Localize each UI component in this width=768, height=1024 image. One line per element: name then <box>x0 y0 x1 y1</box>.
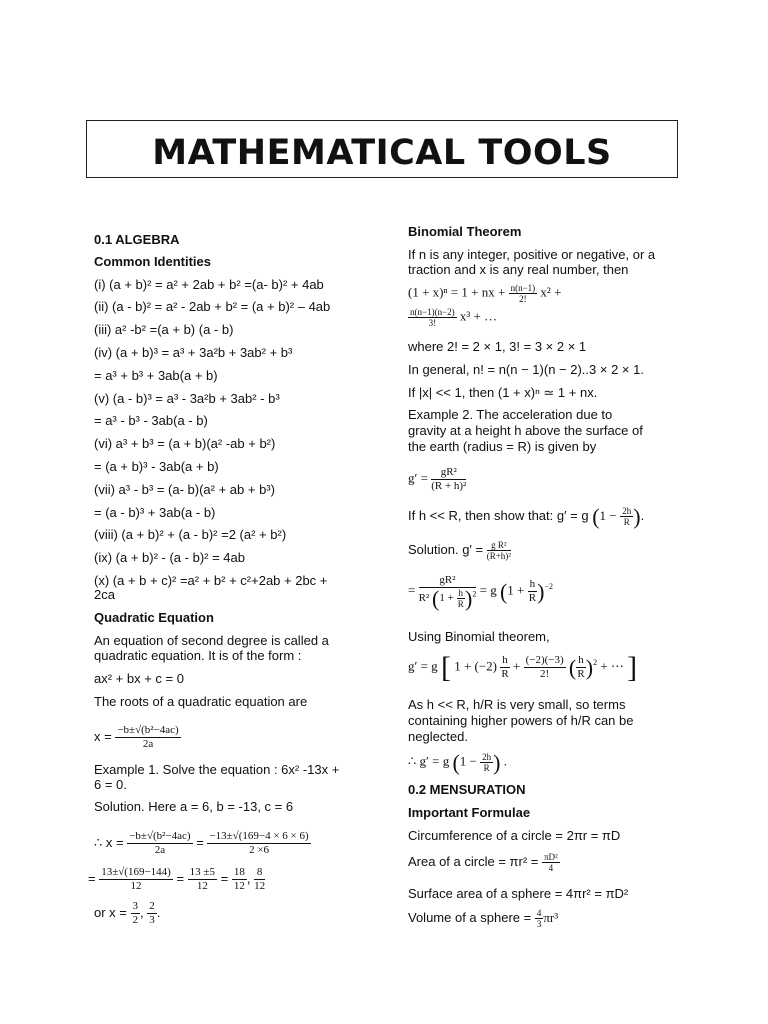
formula-text: Area of a circle = πr² = <box>408 853 539 869</box>
fraction-numerator: 13 ±5 <box>189 866 215 878</box>
solution-formula-2 <box>88 866 265 893</box>
formula-text: Volume of a sphere = <box>408 909 532 925</box>
fraction-numerator: h <box>578 654 584 666</box>
identity-line: (vii) a³ - b³ = (a- b)(a² + ab + b³) <box>94 482 275 497</box>
identity-line: (iii) a² -b² =(a + b) (a - b) <box>94 322 234 337</box>
gravity-formula <box>408 466 466 493</box>
binomial-expansion-line1 <box>408 283 561 304</box>
fraction-numerator: 2h <box>622 506 632 516</box>
fraction-denominator: 12 <box>233 880 245 892</box>
identity-line: (iv) (a + b)³ = a³ + 3a²b + 3ab² + b³ <box>94 345 293 360</box>
identity-line: 2ca <box>94 587 115 602</box>
fraction-numerator: n(n−1) <box>510 283 536 293</box>
fraction <box>576 654 586 681</box>
formula-lhs: g′ = <box>408 470 428 486</box>
solution-line <box>408 540 511 561</box>
show-that-line: If h << R, then show that: g′ = g (1 − $\frac{2h}{R}$ ). <box>408 504 645 529</box>
fraction-denominator: R <box>483 763 490 773</box>
area-formula <box>408 852 560 873</box>
fraction-denominator: 2a <box>142 738 154 750</box>
fraction <box>115 724 180 751</box>
comma: , <box>246 870 251 886</box>
fraction-denominator: R² (1 + $\frac{h}{R}$ )$^2$ <box>418 586 477 611</box>
period: . <box>503 753 507 769</box>
denominator-term: R² <box>418 592 430 605</box>
fraction-numerator: 2 <box>149 900 155 912</box>
solution-formula-1 <box>94 830 311 857</box>
fraction-numerator: 18 <box>233 866 245 878</box>
heading-common-identities: Common Identities <box>94 254 212 269</box>
fraction <box>528 578 538 605</box>
conclusion-formula: ∴ g′ = g (1 − $\frac{2h}{R}$ ) . <box>408 750 507 775</box>
identity-line: (v) (a - b)³ = a³ - 3a²b + 3ab² - b³ <box>94 391 280 406</box>
formula-text: πr³ <box>543 909 559 925</box>
formula-text: = g <box>479 582 497 598</box>
paragraph-line: containing higher powers of h/R can be <box>408 713 634 728</box>
fraction <box>131 900 141 927</box>
solution-formula-3 <box>94 900 160 927</box>
formula-text: 1 + <box>507 582 525 598</box>
paragraph-line: Using Binomial theorem, <box>408 629 550 644</box>
formula-line: Circumference of a circle = 2πr = πD <box>408 828 621 843</box>
fraction-denominator: 2a <box>154 844 166 856</box>
formula-text: x² + <box>540 284 562 300</box>
title-box <box>86 120 678 178</box>
equals-sign: = <box>88 870 96 886</box>
identity-line: (x) (a + b + c)² =a² + b² + c²+2ab + 2bc + <box>94 573 328 588</box>
fraction-numerator: n(n−1)(n−2) <box>410 307 455 317</box>
paragraph-line: As h << R, h/R is very small, so terms <box>408 697 626 712</box>
formula-text: 1 + <box>439 592 454 605</box>
paragraph-line: If n is any integer, positive or negative, or a <box>408 247 656 262</box>
formula-text: 1 + (−2) <box>454 658 498 674</box>
formula-text: + ⋯ <box>600 658 624 674</box>
heading-binomial-theorem: Binomial Theorem <box>408 224 522 239</box>
formula-line: Surface area of a sphere = 4πr² = πD² <box>408 886 629 901</box>
section-heading-algebra: 0.1 ALGEBRA <box>94 232 180 247</box>
equals-sign: = <box>196 834 204 850</box>
identity-line: (viii) (a + b)² + (a - b)² =2 (a² + b²) <box>94 527 287 542</box>
example-line: 6 = 0. <box>94 777 127 792</box>
fraction-denominator: 2! <box>540 668 550 680</box>
equals-sign: = <box>408 582 416 598</box>
fraction <box>419 574 477 609</box>
fraction-denominator: R <box>501 668 509 680</box>
fraction <box>500 654 510 681</box>
identity-line: = a³ + b³ + 3ab(a + b) <box>94 368 218 383</box>
fraction-numerator: −13±√(169−4 × 6 × 6) <box>209 830 309 842</box>
fraction-numerator: gR² <box>431 466 466 480</box>
fraction <box>509 283 538 304</box>
identity-line: = (a - b)³ + 3ab(a - b) <box>94 505 216 520</box>
fraction <box>431 466 466 493</box>
formula-text: Solution. g′ = <box>408 541 484 557</box>
page-title: MATHEMATICAL TOOLS <box>152 133 612 173</box>
fraction-numerator: gR² <box>419 574 477 588</box>
fraction-denominator: 3 <box>536 919 542 929</box>
fraction <box>408 307 457 328</box>
section-heading-mensuration: 0.2 MENSURATION <box>408 782 526 797</box>
fraction-denominator: 3! <box>428 318 437 328</box>
paragraph-line: quadratic equation. It is of the form : <box>94 648 302 663</box>
equals-sign: = <box>220 870 229 886</box>
fraction-denominator: 2 <box>132 914 138 926</box>
fraction-numerator: h <box>529 578 536 590</box>
exponent: 2 <box>593 658 598 668</box>
fraction <box>232 866 247 893</box>
formula-lhs: or x = <box>94 904 127 920</box>
identity-line: (ix) (a + b)² - (a - b)² = 4ab <box>94 550 245 565</box>
identity-line: = a³ - b³ - 3ab(a - b) <box>94 413 208 428</box>
quadratic-form: ax² + bx + c = 0 <box>94 671 184 686</box>
plus-sign: + <box>513 658 521 674</box>
fraction <box>127 830 192 857</box>
paragraph-line: An equation of second degree is called a <box>94 633 329 648</box>
fraction-numerator: 8 <box>254 866 265 880</box>
fraction-denominator: 12 <box>254 880 266 892</box>
formula-line: In general, n! = n(n − 1)(n − 2)..3 × 2 × 1. <box>408 362 644 377</box>
fraction <box>147 900 157 927</box>
fraction-numerator: 13±√(169−144) <box>101 866 171 878</box>
fraction <box>542 852 560 873</box>
solution-expression: = gR² R² (1 + $\frac{h}{R}$ )$^2$ = g (1 + $\frac{h}{R}$ )$^{-2}$ <box>408 574 553 611</box>
formula-lhs: ∴ g′ = g <box>408 753 450 769</box>
fraction-denominator: R <box>528 592 537 604</box>
formula-lhs: x = <box>94 728 112 744</box>
fraction-denominator: R <box>457 599 464 609</box>
fraction-numerator: 2h <box>482 752 492 762</box>
formula-text: 1 − <box>459 753 477 769</box>
fraction <box>99 866 173 893</box>
formula-line: where 2! = 2 × 1, 3! = 3 × 2 × 1 <box>408 339 587 354</box>
fraction-denominator: 3 <box>149 914 155 926</box>
fraction <box>480 752 493 773</box>
fraction-numerator: h <box>458 588 464 598</box>
exponent: −2 <box>544 582 553 592</box>
formula-text: If h << R, then show that: g′ = g <box>408 507 589 523</box>
fraction-denominator: R <box>623 517 630 527</box>
fraction <box>207 830 310 857</box>
formula-text: 1 − <box>599 507 617 523</box>
formula-lhs: ∴ x = <box>94 834 124 850</box>
fraction-denominator: 4 <box>548 863 554 873</box>
binomial-expansion-line2 <box>408 307 497 328</box>
example-line: Example 1. Solve the equation : 6x² -13x + <box>94 762 340 777</box>
heading-quadratic-equation: Quadratic Equation <box>94 610 214 625</box>
example-line: Example 2. The acceleration due to <box>408 407 613 422</box>
solution-line: Solution. Here a = 6, b = -13, c = 6 <box>94 799 294 814</box>
formula-line: If |x| << 1, then (1 + x)ⁿ ≃ 1 + nx. <box>408 385 598 400</box>
fraction <box>457 588 466 609</box>
fraction-denominator: 2 ×6 <box>249 844 270 856</box>
period: . <box>640 507 645 523</box>
heading-important-formulae: Important Formulae <box>408 805 531 820</box>
identity-line: (i) (a + b)² = a² + 2ab + b² =(a- b)² + 4ab <box>94 277 324 292</box>
fraction-numerator: πD² <box>543 852 558 862</box>
exponent: 2 <box>472 589 477 599</box>
fraction-denominator: (R+h)² <box>486 551 511 561</box>
fraction <box>620 506 633 527</box>
binomial-application: g′ = g [ 1 + (−2) $\frac{h}{R}$ + $\frac{(-2)(-3)}{2!}$ ( $\frac{h}{R}$ )$^2$ + ⋯ ] <box>408 651 638 684</box>
fraction <box>524 654 566 681</box>
identity-line: (vi) a³ + b³ = (a + b)(a² -ab + b²) <box>94 436 276 451</box>
paragraph-line: The roots of a quadratic equation are <box>94 694 308 709</box>
fraction-denominator: 12 <box>196 880 208 892</box>
identity-line: (ii) (a - b)² = a² - 2ab + b² = (a + b)² – 4ab <box>94 299 331 314</box>
paragraph-line: neglected. <box>408 729 468 744</box>
fraction-denominator: 2! <box>519 294 527 304</box>
period: . <box>156 904 161 920</box>
fraction-denominator: (R + h)² <box>431 480 467 492</box>
fraction <box>487 540 511 561</box>
formula-text: (1 + x)ⁿ = 1 + nx + <box>408 284 506 300</box>
example-line: the earth (radius = R) is given by <box>408 439 597 454</box>
fraction <box>254 866 265 893</box>
fraction <box>188 866 217 893</box>
fraction-numerator: −b±√(b²−4ac) <box>129 830 191 842</box>
fraction-numerator: 4 <box>536 908 542 918</box>
formula-text: x³ + … <box>459 308 498 324</box>
fraction-numerator: 3 <box>132 900 138 912</box>
fraction-numerator: (−2)(−3) <box>525 654 564 666</box>
fraction-denominator: R <box>577 668 585 680</box>
comma: , <box>140 904 144 920</box>
equals-sign: = <box>176 870 185 886</box>
fraction-numerator: h <box>502 654 508 666</box>
fraction-numerator: g R² <box>487 540 511 551</box>
volume-formula <box>408 908 558 929</box>
roots-formula <box>94 724 181 751</box>
fraction-denominator: 12 <box>130 880 142 892</box>
identity-line: = (a + b)³ - 3ab(a + b) <box>94 459 219 474</box>
paragraph-line: traction and x is any real number, then <box>408 262 629 277</box>
formula-lhs: g′ = g <box>408 658 438 674</box>
fraction-numerator: −b±√(b²−4ac) <box>117 724 179 736</box>
example-line: gravity at a height h above the surface of <box>408 423 643 438</box>
